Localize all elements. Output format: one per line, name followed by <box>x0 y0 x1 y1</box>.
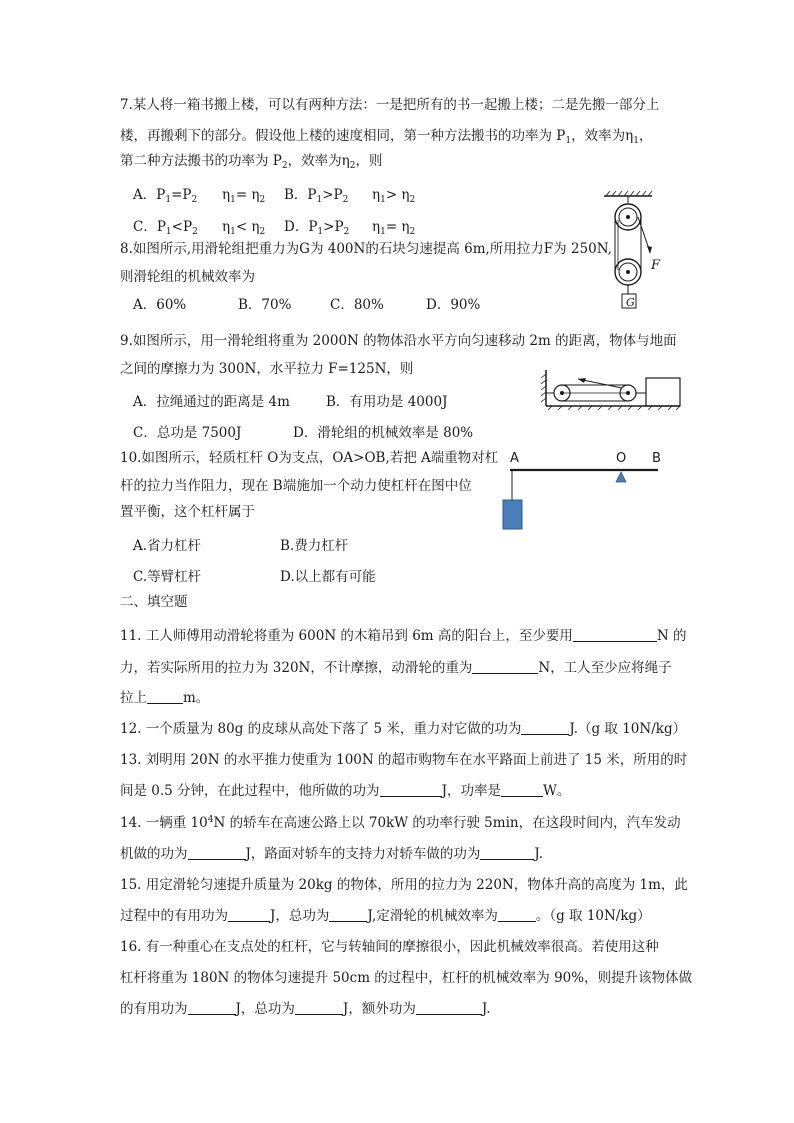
q8-option-a: A．60% <box>133 297 187 313</box>
q8-line2: 则滑轮组的机械效率为 <box>120 269 255 285</box>
q12-line1: 12. 一个质量为 80g 的皮球从高处下落了 5 米，重力对它做的功为 J.（g 取 10N/kg） <box>120 721 687 737</box>
q16-blank1[interactable] <box>188 1000 236 1015</box>
q7-option-b: B．$P_1>P_2$ <box>284 187 349 205</box>
q14-blank2[interactable] <box>480 845 534 860</box>
q10-option-d: D.以上都有可能 <box>280 569 376 585</box>
q7-line2: 楼，再搬剩下的部分。假设他上楼的速度相同，第一种方法搬书的功率为 $P_1$，效率为$\eta_1$， <box>120 128 653 146</box>
q11-line1: 11. 工人师傅用动滑轮将重为 600N 的木箱吊到 6m 高的阳台上，至少要用 N 的 <box>120 628 687 644</box>
q16-line3: 的有用功为 J，总功为 J，额外功为 J. <box>120 1001 491 1017</box>
q7-line1: 7.某人将一箱书搬上楼，可以有两种方法：一是把所有的书一起搬上楼；二是先搬一部分上 <box>120 97 660 113</box>
q9-option-c: C．总功是 7500J <box>133 425 242 441</box>
q11-blank3[interactable] <box>147 689 183 704</box>
q15-line2: 过程中的有用功为 J，总功为 J,定滑轮的机械效率为 。（g 取 10N/kg） <box>120 908 651 924</box>
q8-option-c: C．80% <box>330 297 384 313</box>
lever-label-b: B <box>652 451 661 466</box>
q7-option-b-eff: $\eta_1> \eta_2$ <box>372 187 416 205</box>
q7-option-a-eff: $\eta_1= \eta_2$ <box>222 187 266 205</box>
q15-blank1[interactable] <box>228 907 270 922</box>
q11-blank2[interactable] <box>472 659 538 674</box>
q7-option-c: C．$P_1<P_2$ <box>133 219 198 237</box>
figure-label-g: G <box>626 296 635 309</box>
q10-option-a: A.省力杠杆 <box>133 538 202 554</box>
q14-line2: 机做的功为 J，路面对轿车的支持力对轿车做的功为 J. <box>120 846 544 862</box>
q10-line3: 置平衡，这个杠杆属于 <box>120 504 255 520</box>
q16-blank3[interactable] <box>416 1000 482 1015</box>
q8-option-b: B．70% <box>238 297 292 313</box>
q16-line2: 杠杆将重为 180N 的物体匀速提升 50cm 的过程中，杠杆的机械效率为 90%，则提升该物体做 <box>120 970 693 986</box>
q15-blank2[interactable] <box>329 907 367 922</box>
q10-option-b: B.费力杠杆 <box>280 538 349 554</box>
q14-line1: 14. 一辆重 $10^4N$ 的轿车在高速公路上以 70kW 的功率行驶 5min，在这段时间内，汽车发动 <box>120 815 681 831</box>
section-heading: 二、填空题 <box>120 594 188 610</box>
q12-blank1[interactable] <box>521 720 569 735</box>
lever-figure <box>500 466 665 534</box>
q10-option-c: C.等臂杠杆 <box>133 569 202 585</box>
q10-line2: 杆的拉力当作阻力，现在 B端施加一个动力使杠杆在图中位 <box>120 478 472 494</box>
q7-option-a: A．$P_1=P_2$ <box>133 187 198 205</box>
q9-line2: 之间的摩擦力为 300N，水平拉力 F=125N，则 <box>120 361 414 377</box>
q7-option-c-eff: $\eta_1< \eta_2$ <box>222 219 266 237</box>
q10-line1: 10.如图所示，轻质杠杆 O为支点，OA>OB,若把 A端重物对杠 <box>120 450 499 466</box>
q13-blank1[interactable] <box>380 782 442 797</box>
q8-line1: 8.如图所示,用滑轮组把重力为G为 400N的石块匀速提高 6m,所用拉力F为 250N, <box>120 241 612 257</box>
q13-line2: 间是 0.5 分钟，在此过程中，他所做的功为 J，功率是 W。 <box>120 783 571 799</box>
q7-option-d: D．$P_1>P_2$ <box>284 219 350 237</box>
q7-line3: 第二种方法搬书的功率为 $P_2$，效率为$\eta_2$，则 <box>120 153 383 171</box>
horizontal-pulley-figure <box>538 366 688 411</box>
q13-line1: 13. 刘明用 20N 的水平推力使重为 100N 的超市购物车在水平路面上前进了 15 米，所用的时 <box>120 752 688 768</box>
lever-label-o: O <box>616 451 627 466</box>
q11-line2: 力，若实际所用的拉力为 320N，不计摩擦，动滑轮的重为 N，工人至少应将绳子 <box>120 660 672 676</box>
q13-blank2[interactable] <box>501 782 543 797</box>
q9-option-b: B．有用功是 4000J <box>326 394 448 410</box>
q11-blank1[interactable] <box>573 627 657 642</box>
lever-label-a: A <box>510 451 519 466</box>
q15-line1: 15. 用定滑轮匀速提升质量为 20kg 的物体，所用的拉力为 220N，物体升高的高度为 1m，此 <box>120 877 688 893</box>
q9-line1: 9.如图所示，用一滑轮组将重为 2000N 的物体沿水平方向匀速移动 2m 的距离，物体与地面 <box>120 333 677 349</box>
figure-label-f: F <box>651 258 661 273</box>
q9-option-d: D．滑轮组的机械效率是 80% <box>293 425 474 441</box>
q16-line1: 16. 有一种重心在支点处的杠杆，它与转轴间的摩擦很小，因此机械效率很高。若使用这种 <box>120 939 659 955</box>
q7-option-d-eff: $\eta_1= \eta_2$ <box>372 219 416 237</box>
q14-blank1[interactable] <box>188 845 246 860</box>
q11-line3: 拉上 m。 <box>120 690 210 706</box>
q8-option-d: D．90% <box>426 297 481 313</box>
q9-option-a: A．拉绳通过的距离是 4m <box>133 394 290 410</box>
q15-blank3[interactable] <box>498 907 536 922</box>
q16-blank2[interactable] <box>295 1000 343 1015</box>
